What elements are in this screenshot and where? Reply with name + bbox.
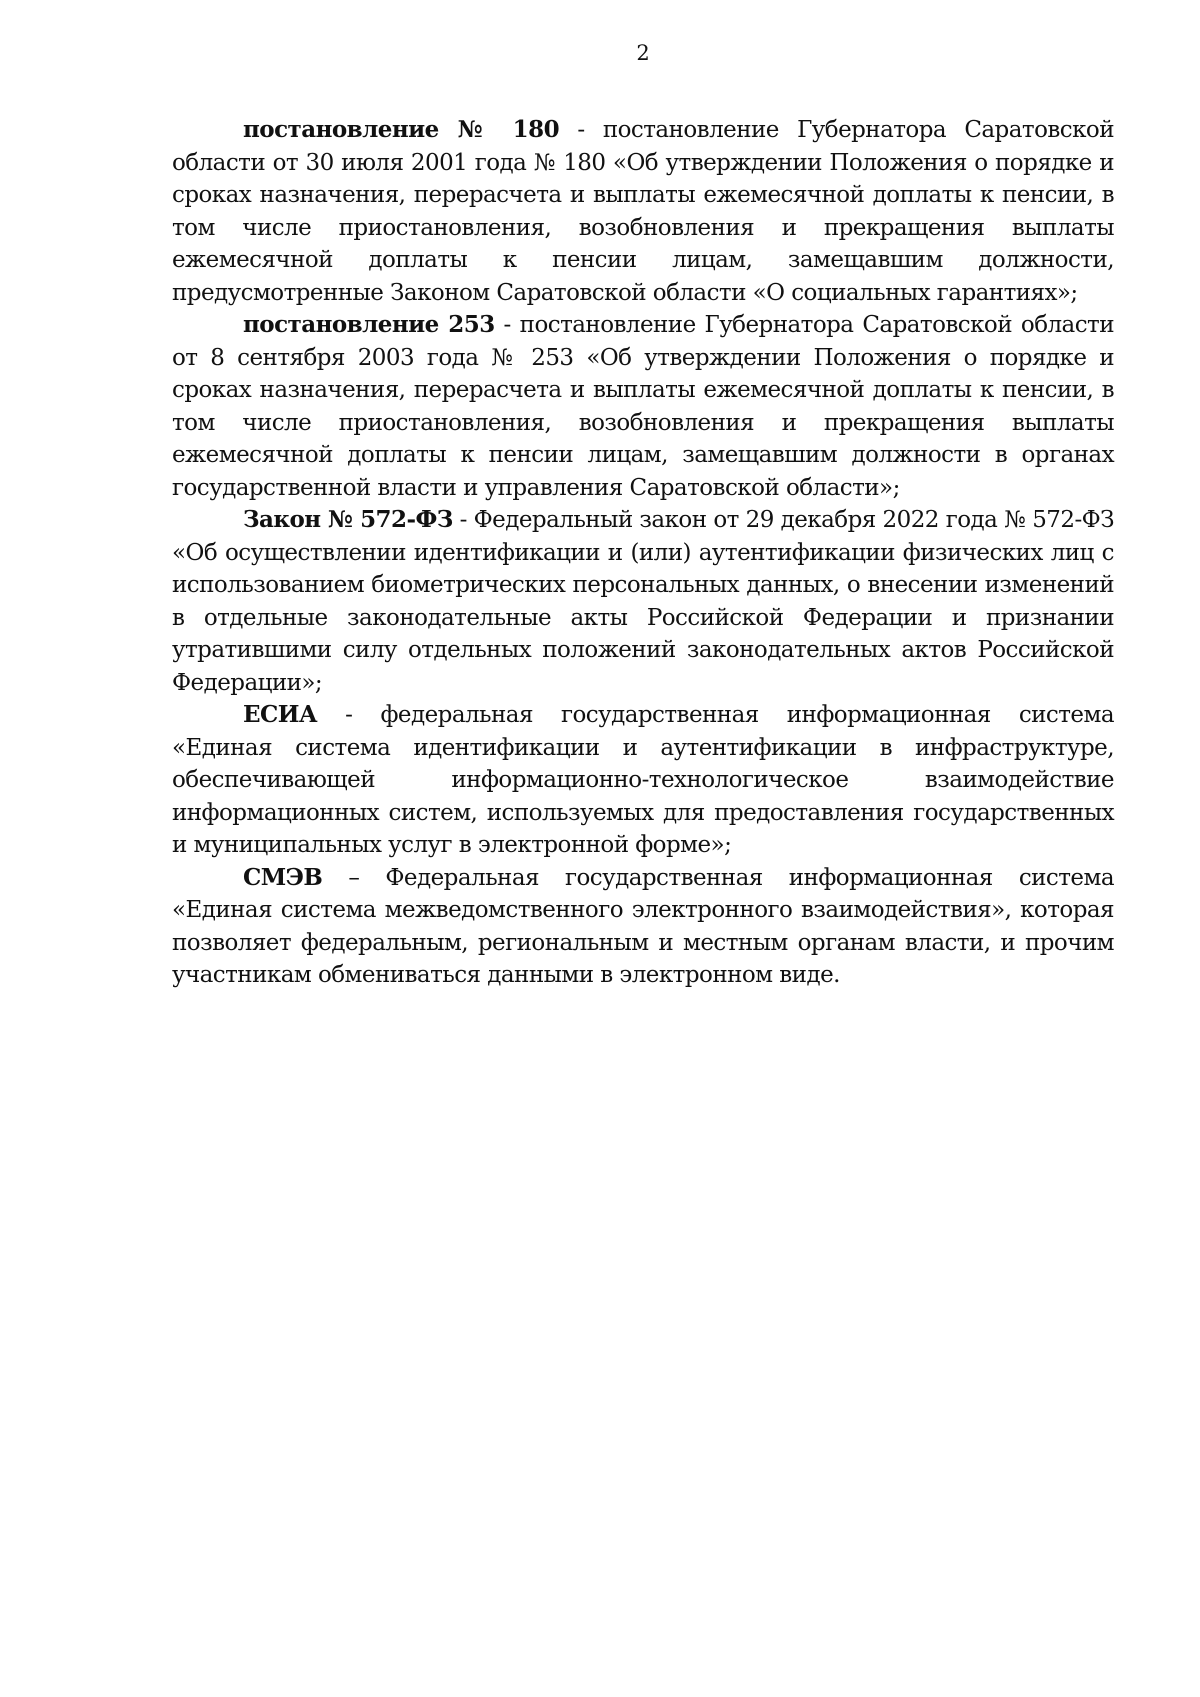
term-esia: ЕСИА bbox=[243, 701, 318, 728]
definition-decree-253 bbox=[172, 309, 1114, 504]
definition-text-law-572-fz: - Федеральный закон от 29 декабря 2022 года № 572-ФЗ «Об осуществлении идентификации и (или) аутентификации физических лиц с использованием биометрических персональных данных, о внесении изменений в отдельные законодательные акты Российской Федерации и признании утратившими силу отдельных положений законодательных актов Российской Федерации»; bbox=[172, 507, 1114, 696]
document-body bbox=[172, 114, 1114, 992]
definition-esia bbox=[172, 699, 1114, 862]
definition-text-esia: - федеральная государственная информационная система «Единая система идентификации и аутентификации в инфраструктуре, обеспечивающей информационно-технологическое взаимодействие информационных систем, используемых для предоставления государственных и муниципальных услуг в электронной форме»; bbox=[172, 702, 1114, 858]
definition-text-decree-180: - постановление Губернатора Саратовской области от 30 июля 2001 года № 180 «Об утверждении Положения о порядке и сроках назначения, перерасчета и выплаты ежемесячной доплаты к пенсии, в том числе приостановления, возобновления и прекращения выплаты ежемесячной доплаты к пенсии лицам, замещавшим должности, предусмотренные Законом Саратовской области «О социальных гарантиях»; bbox=[172, 117, 1114, 306]
term-decree-253: постановление 253 bbox=[243, 311, 495, 338]
page-number: 2 bbox=[636, 41, 650, 65]
term-law-572-fz: Закон № 572-ФЗ bbox=[243, 506, 453, 533]
definition-text-smev: – Федеральная государственная информационная система «Единая система межведомственного электронного взаимодействия», которая позволяет федеральным, региональным и местным органам власти, и прочим участникам обмениваться данными в электронном виде. bbox=[172, 864, 1114, 988]
definition-smev bbox=[172, 862, 1114, 992]
term-decree-180: постановление № 180 bbox=[243, 116, 560, 143]
definition-text-decree-253: - постановление Губернатора Саратовской области от 8 сентября 2003 года № 253 «Об утверждении Положения о порядке и сроках назначения, перерасчета и выплаты ежемесячной доплаты к пенсии, в том числе приостановления, возобновления и прекращения выплаты ежемесячной доплаты к пенсии лицам, замещавшим должности в органах государственной власти и управления Саратовской области»; bbox=[172, 312, 1114, 501]
term-smev: СМЭВ bbox=[243, 863, 323, 891]
definition-decree-180 bbox=[172, 114, 1114, 309]
definition-law-572-fz bbox=[172, 504, 1114, 699]
